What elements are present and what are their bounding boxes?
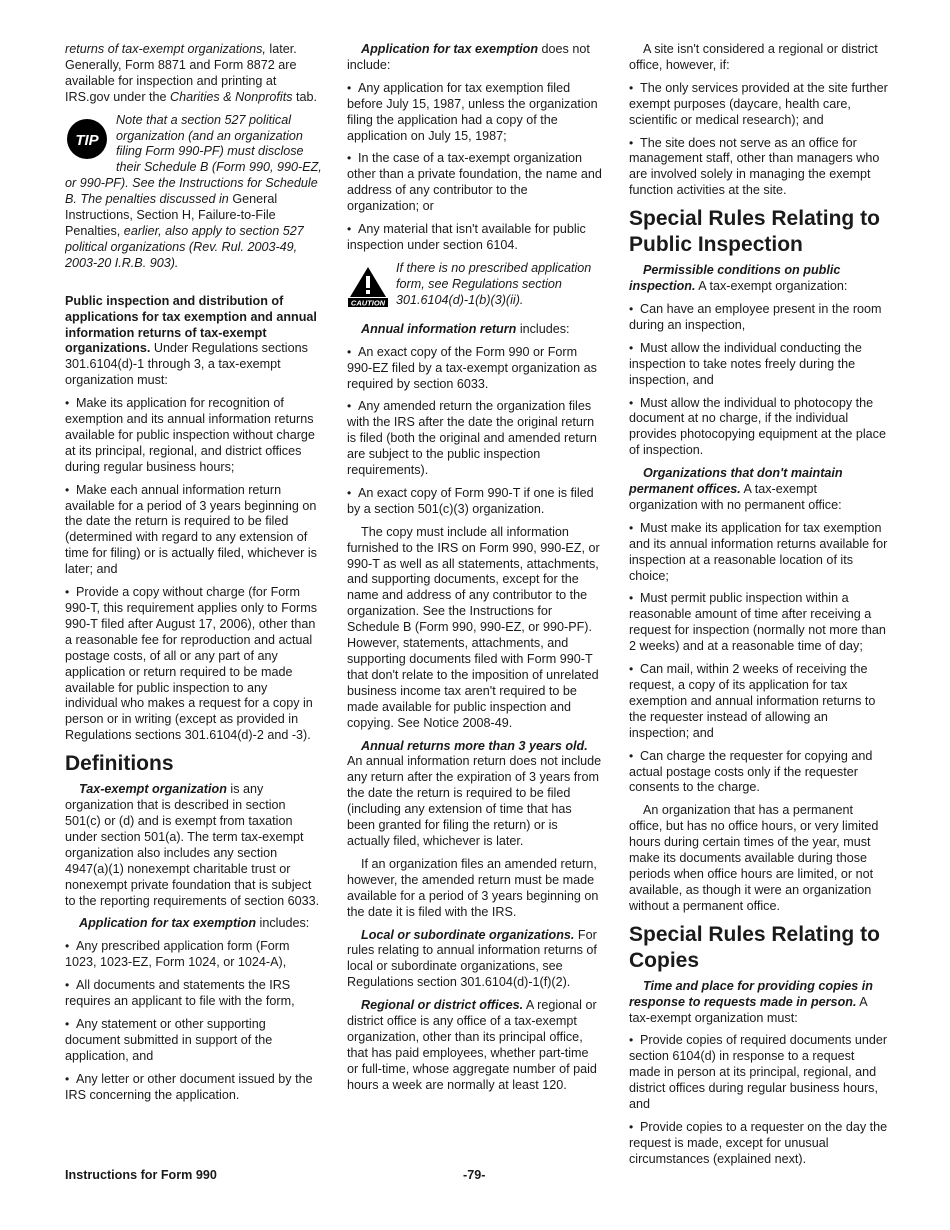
list-item: • The only services provided at the site further exempt purposes (daycare, health care, scientific or medical research); and	[629, 81, 889, 129]
column-3	[629, 42, 889, 1175]
paragraph: Local or subordinate organizations. For rules relating to annual information returns of local or subordinate organizations, see Regulations section 301.6104(d)-1(f)(2).	[347, 927, 597, 990]
paragraph: An organization that has a permanent office, but has no office hours, or very limited hours during certain times of the year, must make its documents available during those periods when office hours are limited, or not available, as though it were an organization without a permanent office.	[629, 803, 879, 913]
list-item: • Can have an employee present in the room during an inspection,	[629, 302, 889, 334]
paragraph: Organizations that don't maintain permanent offices. A tax-exempt organization with no permanent office:	[629, 466, 843, 512]
footer-form-title: Instructions for Form 990	[65, 1168, 217, 1182]
paragraph: Annual information return includes:	[361, 321, 570, 336]
list-item: • Must make its application for tax exemption and its annual information returns available for inspection at a reasonable location of its choice;	[629, 521, 889, 585]
list-item: • All documents and statements the IRS requires an applicant to file with the form,	[65, 978, 323, 1010]
list-item: • Can mail, within 2 weeks of receiving the request, a copy of its application for tax exemption and annual information returns to the requester instead of allowing an inspection; and	[629, 662, 889, 742]
list-item: • Provide copies of required documents under section 6104(d) in response to a request made in person at its principal, regional, and district offices during regular business hours, and	[629, 1033, 889, 1113]
list-item: • Must allow the individual conducting the inspection to take notes freely during the inspection, and	[629, 341, 889, 389]
paragraph: If an organization files an amended return, however, the amended return must be made available for a period of 3 years beginning on the date it is filed with the IRS.	[347, 856, 599, 919]
paragraph: Tax-exempt organization is any organization that is described in section 501(c) or (d) and is exempt from taxation under section 501(a). The term tax-exempt organization also includes any section 4947(a)(1) nonexempt charitable trust or nonexempt private foundation that is subject to the reporting requirements of section 6033.	[65, 782, 320, 908]
list-item: • Make each annual information return available for a period of 3 years beginning on the date the return is required to be filed (determined with regard to any extension of time for filing) or is actually filed, whichever is later; and	[65, 483, 323, 578]
list-item: • An exact copy of the Form 990 or Form 990-EZ filed by a tax-exempt organization as required by section 6033.	[347, 345, 603, 393]
list-item: • Make its application for recognition of exemption and its annual information returns available for public inspection without charge at its principal, regional, and district offices during regular business hours;	[65, 396, 323, 476]
list-item: • Provide a copy without charge (for Form 990-T, this requirement applies only to Forms 990-T filed after August 17, 2006), other than a reasonable fee for reproduction and actual postage costs, of all or any part of any application or return required to be made available for public inspection to any individual who makes a request for a copy in person or in writing (except as provided in Regulations sections 301.6104(d)-2 and -3).	[65, 585, 323, 744]
paragraph: Annual returns more than 3 years old. An annual information return does not include any return after the expiration of 3 years from the date the return is required to be filed (including any extension of time that has been granted for filing the return) or is actually filed, whichever is later.	[347, 738, 602, 848]
list-item: • Must permit public inspection within a reasonable amount of time after receiving a request for inspection (normally not more than 2 weeks) and at a reasonable time of day;	[629, 591, 889, 655]
section-heading: Special Rules Relating to Public Inspection	[629, 207, 880, 257]
svg-text:CAUTION: CAUTION	[350, 298, 386, 307]
section-heading: Definitions	[65, 752, 174, 776]
list-item: • Can charge the requester for copying and actual postage costs only if the requester consents to the charge.	[629, 749, 889, 797]
list-item: • Any material that isn't available for public inspection under section 6104.	[347, 222, 603, 254]
list-item: • In the case of a tax-exempt organization other than a private foundation, the name and address of any contributor to the organization; or	[347, 151, 603, 215]
caution-note: CAUTION If there is no prescribed application form, see Regulations section 301.6104(d)-1(b)(3)(ii).	[347, 261, 603, 314]
paragraph: Permissible conditions on public inspection. A tax-exempt organization:	[629, 263, 848, 294]
tip-note: TIP Note that a section 527 political organization (and an organization filing Form 990-PF) must disclose their Schedule B (Form 990, 990-EZ, or 990-PF). See the Instructions for Schedule B. The penalties discussed in General Instructions, Section H, Failure-to-File Penalties, earlier, also apply to section 527 political organizations (Rev. Rul. 2003-49, 2003-20 I.R.B. 903).	[65, 112, 322, 270]
list-item: • Must allow the individual to photocopy the document at no charge, if the individual provides photocopying equipment at the place of inspection.	[629, 396, 889, 460]
column-1	[65, 42, 323, 1110]
paragraph: Application for tax exemption does not include:	[347, 42, 590, 72]
list-item: • Provide copies to a requester on the day the request is made, except for unusual circumstances (explained next).	[629, 1120, 889, 1168]
paragraph: Public inspection and distribution of applications for tax exemption and annual information returns of tax-exempt organizations. Under Regulations sections 301.6104(d)-1 through 3, a tax-exempt organization must:	[65, 293, 317, 388]
paragraph: Time and place for providing copies in response to requests made in person. A tax-exempt organization must:	[629, 978, 873, 1025]
list-item: • Any letter or other document issued by the IRS concerning the application.	[65, 1072, 323, 1104]
paragraph: Regional or district offices. A regional or district office is any office of a tax-exempt organization, other than its principal office, that has paid employees, whether part-time or full-time, whose aggregate number of paid hours a week are normally at least 120.	[347, 998, 597, 1092]
column-2	[347, 42, 603, 1101]
page-number: -79-	[463, 1168, 486, 1182]
caution-icon	[347, 265, 389, 312]
list-item: • Any application for tax exemption filed before July 15, 1987, unless the organization filing the application had a copy of the application on July 15, 1987;	[347, 81, 603, 145]
paragraph: A site isn't considered a regional or district office, however, if:	[629, 42, 878, 72]
list-item: • Any amended return the organization files with the IRS after the date the original return is filed (both the original and amended return are subject to the public inspection requirements).	[347, 399, 603, 479]
list-item: • Any prescribed application form (Form 1023, 1023-EZ, Form 1024, or 1024-A),	[65, 939, 323, 971]
list-item: • The site does not serve as an office for management staff, other than managers who are involved solely in managing the exempt function activities at the site.	[629, 136, 889, 200]
svg-text:TIP: TIP	[75, 131, 99, 149]
section-heading: Special Rules Relating to Copies	[629, 922, 880, 972]
paragraph: The copy must include all information furnished to the IRS on Form 990, 990-EZ, or 990-T as well as all statements, attachments, and supporting documents, except for the name and address of any contributor to the organization. See the Instructions for Schedule B (Form 990, 990-EZ, or 990-PF). However, statements, attachments, and supporting documents filed with Form 990-T that don't relate to the imposition of unrelated business income tax aren't required to be made available for public inspection and copying. See Notice 2008-49.	[347, 524, 600, 730]
paragraph: returns of tax-exempt organizations, later. Generally, Form 8871 and Form 8872 are available for inspection and printing at IRS.gov under the Charities & Nonprofits tab.	[65, 42, 318, 104]
list-item: • An exact copy of Form 990-T if one is filed by a section 501(c)(3) organization.	[347, 486, 603, 518]
list-item: • Any statement or other supporting document submitted in support of the application, and	[65, 1017, 323, 1065]
tip-icon	[65, 117, 109, 166]
paragraph: Application for tax exemption includes:	[79, 916, 310, 931]
